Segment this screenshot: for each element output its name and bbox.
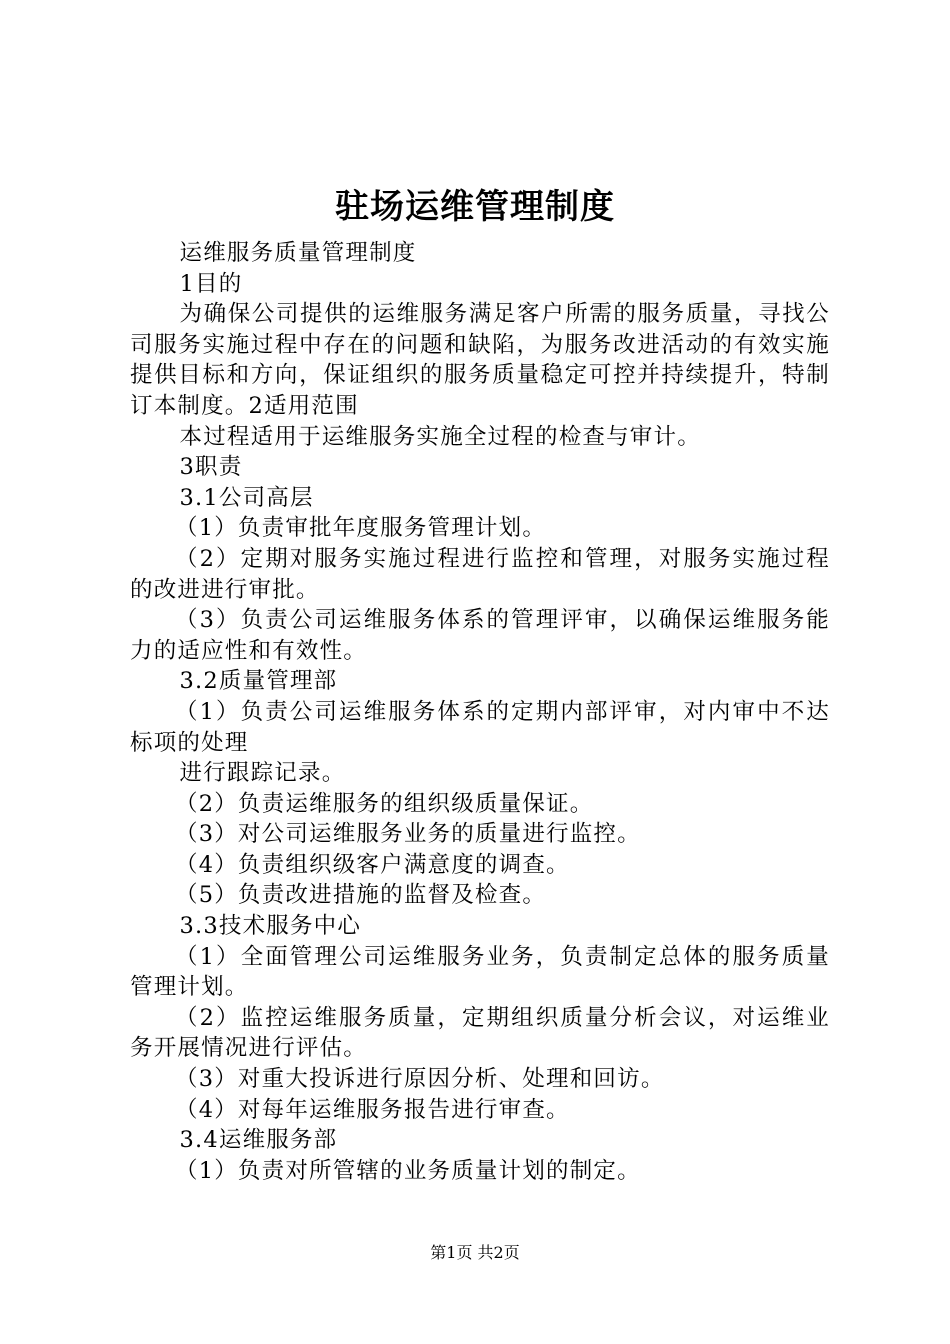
paragraph: （1）全面管理公司运维服务业务，负责制定总体的服务质量管理计划。 [130,943,830,1001]
document-title: 驻场运维管理制度 [335,187,615,227]
paragraph: 3职责 [179,454,243,481]
paragraph: （2）监控运维服务质量，定期组织质量分析会议，对运维业务开展情况进行评估。 [130,1004,830,1062]
paragraph: 本过程适用于运维服务实施全过程的检查与审计。 [179,423,701,450]
paragraph: （4）对每年运维服务报告进行审查。 [175,1096,570,1123]
paragraph: （3）对公司运维服务业务的质量进行监控。 [175,821,641,848]
paragraph: （3）对重大投诉进行原因分析、处理和回访。 [175,1066,665,1093]
paragraph: （1）负责对所管辖的业务质量计划的制定。 [175,1157,641,1184]
paragraph: （4）负责组织级客户满意度的调查。 [175,851,570,878]
paragraph: （1）负责审批年度服务管理计划。 [175,515,547,542]
paragraph: 为确保公司提供的运维服务满足客户所需的服务质量，寻找公司服务实施过程中存在的问题和缺陷，为服务改进活动的有效实施提供目标和方向，保证组织的服务质量稳定可控并持续提升，特制订本制度。2适用范围 [130,301,830,419]
document-body [130,238,830,1186]
paragraph: 1目的 [179,270,243,297]
paragraph: 运维服务质量管理制度 [179,240,417,266]
paragraph: （5）负责改进措施的监督及检查。 [175,882,547,909]
paragraph: 3.1公司高层 [179,484,314,511]
paragraph: 3.4运维服务部 [179,1127,338,1154]
paragraph: （2）定期对服务实施过程进行监控和管理，对服务实施过程的改进进行审批。 [130,545,830,603]
paragraph: 3.3技术服务中心 [179,913,362,940]
paragraph: （3）负责公司运维服务体系的管理评审，以确保运维服务能力的适应性和有效性。 [130,607,830,664]
paragraph: 进行跟踪记录。 [179,760,346,787]
paragraph: （1）负责公司运维服务体系的定期内部评审，对内审中不达标项的处理 [130,698,830,756]
page-footer: 第1页 共2页 [430,1243,520,1262]
paragraph: 3.2质量管理部 [179,668,338,695]
paragraph: （2）负责运维服务的组织级质量保证。 [175,790,594,817]
